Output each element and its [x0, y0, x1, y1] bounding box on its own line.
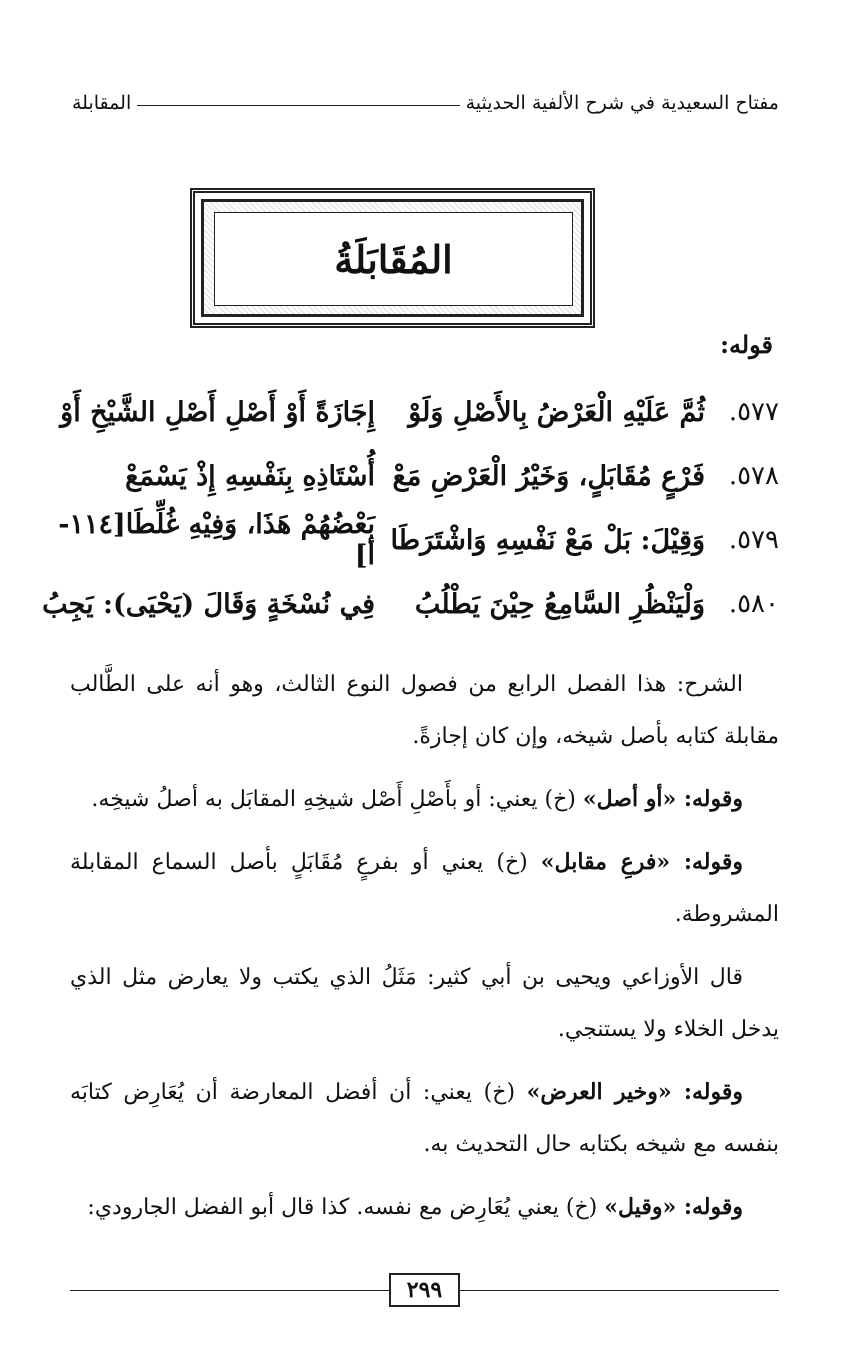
commentary-paragraph — [70, 836, 779, 941]
commentary-paragraph — [70, 773, 779, 826]
paragraph-lead: وقوله: «فرعِ مقابل» — [540, 849, 743, 875]
verse-second-hemistich: فِي نُسْخَةٍ وَقَالَ (يَحْيَى): يَجِبُ — [42, 588, 375, 620]
verse-first-hemistich: فَرْعٍ مُقَابَلٍ، وَخَيْرُ الْعَرْضِ مَعْ — [392, 460, 705, 492]
commentary-paragraph — [70, 1066, 779, 1171]
verse-line — [40, 572, 779, 636]
commentary-paragraph — [70, 1181, 779, 1234]
chapter-title: المُقَابَلَةُ — [214, 212, 573, 306]
ornamental-border — [201, 199, 584, 317]
commentary-body — [70, 658, 779, 1244]
paragraph-lead: وقوله: «وقيل» — [604, 1194, 743, 1220]
verse-first-hemistich: وَلْيَنْظُرِ السَّامِعُ حِيْنَ يَطْلُبُ — [414, 588, 705, 620]
chapter-title-frame — [190, 188, 595, 328]
commentary-paragraph — [70, 658, 779, 763]
verse-number: ٥٧٨. — [728, 461, 779, 491]
verse-number: ٥٧٧. — [728, 397, 779, 427]
paragraph-text: (خ) يعني: أو بأَصْلِ أَصْل شيخِهِ المقابَل به أصلُ شيخِه. — [91, 787, 583, 812]
footer-rule-left — [70, 1290, 389, 1291]
verse-first-hemistich: وَقِيْلَ: بَلْ مَعْ نَفْسِهِ وَاشْتَرَطَا — [390, 524, 705, 556]
intro-label: قوله: — [720, 330, 773, 359]
verse-list — [40, 380, 779, 636]
verse-line — [40, 444, 779, 508]
paragraph-text: (خ) يعني يُعَارِض مع نفسه. كذا قال أبو الفضل الجارودي: — [87, 1195, 605, 1220]
paragraph-text: (خ) يعني: أن أفضل المعارضة أن يُعَارِض كتابَه بنفسه مع شيخه بكتابه حال التحديث به. — [70, 1080, 779, 1157]
page-footer — [70, 1270, 779, 1310]
header-section: المقابلة — [72, 92, 132, 114]
verse-second-hemistich: بَعْضُهُمْ هَذَا، وَفِيْهِ غُلِّطَا[١١٤-أ] — [58, 509, 375, 571]
commentary-paragraph — [70, 951, 779, 1056]
paragraph-text: قال الأوزاعي ويحيى بن أبي كثير: مَثَلُ الذي يكتب ولا يعارض مثل الذي يدخل الخلاء ولا يستنجي. — [70, 965, 779, 1042]
page-number: ٢٩٩ — [389, 1273, 460, 1307]
verse-number: ٥٧٩. — [728, 525, 779, 555]
verse-second-hemistich: أُسْتَاذِهِ بِنَفْسِهِ إِذْ يَسْمَعْ — [125, 460, 375, 492]
verse-line — [40, 508, 779, 572]
running-header — [72, 78, 779, 114]
paragraph-lead: وقوله: «أو أصل» — [582, 786, 743, 812]
header-book-title: مفتاح السعيدية في شرح الألفية الحديثية — [465, 92, 779, 114]
verse-second-hemistich: إِجَازَةً أَوْ أَصْلِ أَصْلِ الشَّيْخِ أَوْ — [60, 396, 375, 428]
paragraph-lead: وقوله: «وخير العرض» — [526, 1079, 744, 1105]
paragraph-text: (خ) يعني أو بفرعٍ مُقَابَلٍ بأصل السماع المقابلة المشروطة. — [70, 850, 779, 927]
verse-number: ٥٨٠. — [728, 589, 779, 619]
verse-first-hemistich: ثُمَّ عَلَيْهِ الْعَرْضُ بِالأَصْلِ وَلَوْ — [408, 396, 705, 428]
header-rule — [137, 105, 459, 106]
footer-rule-right — [460, 1290, 779, 1291]
paragraph-text: الشرح: هذا الفصل الرابع من فصول النوع الثالث، وهو أنه على الطَّالب مقابلة كتابه بأصل شيخه، وإن كان إجازةً. — [70, 672, 779, 749]
verse-line — [40, 380, 779, 444]
